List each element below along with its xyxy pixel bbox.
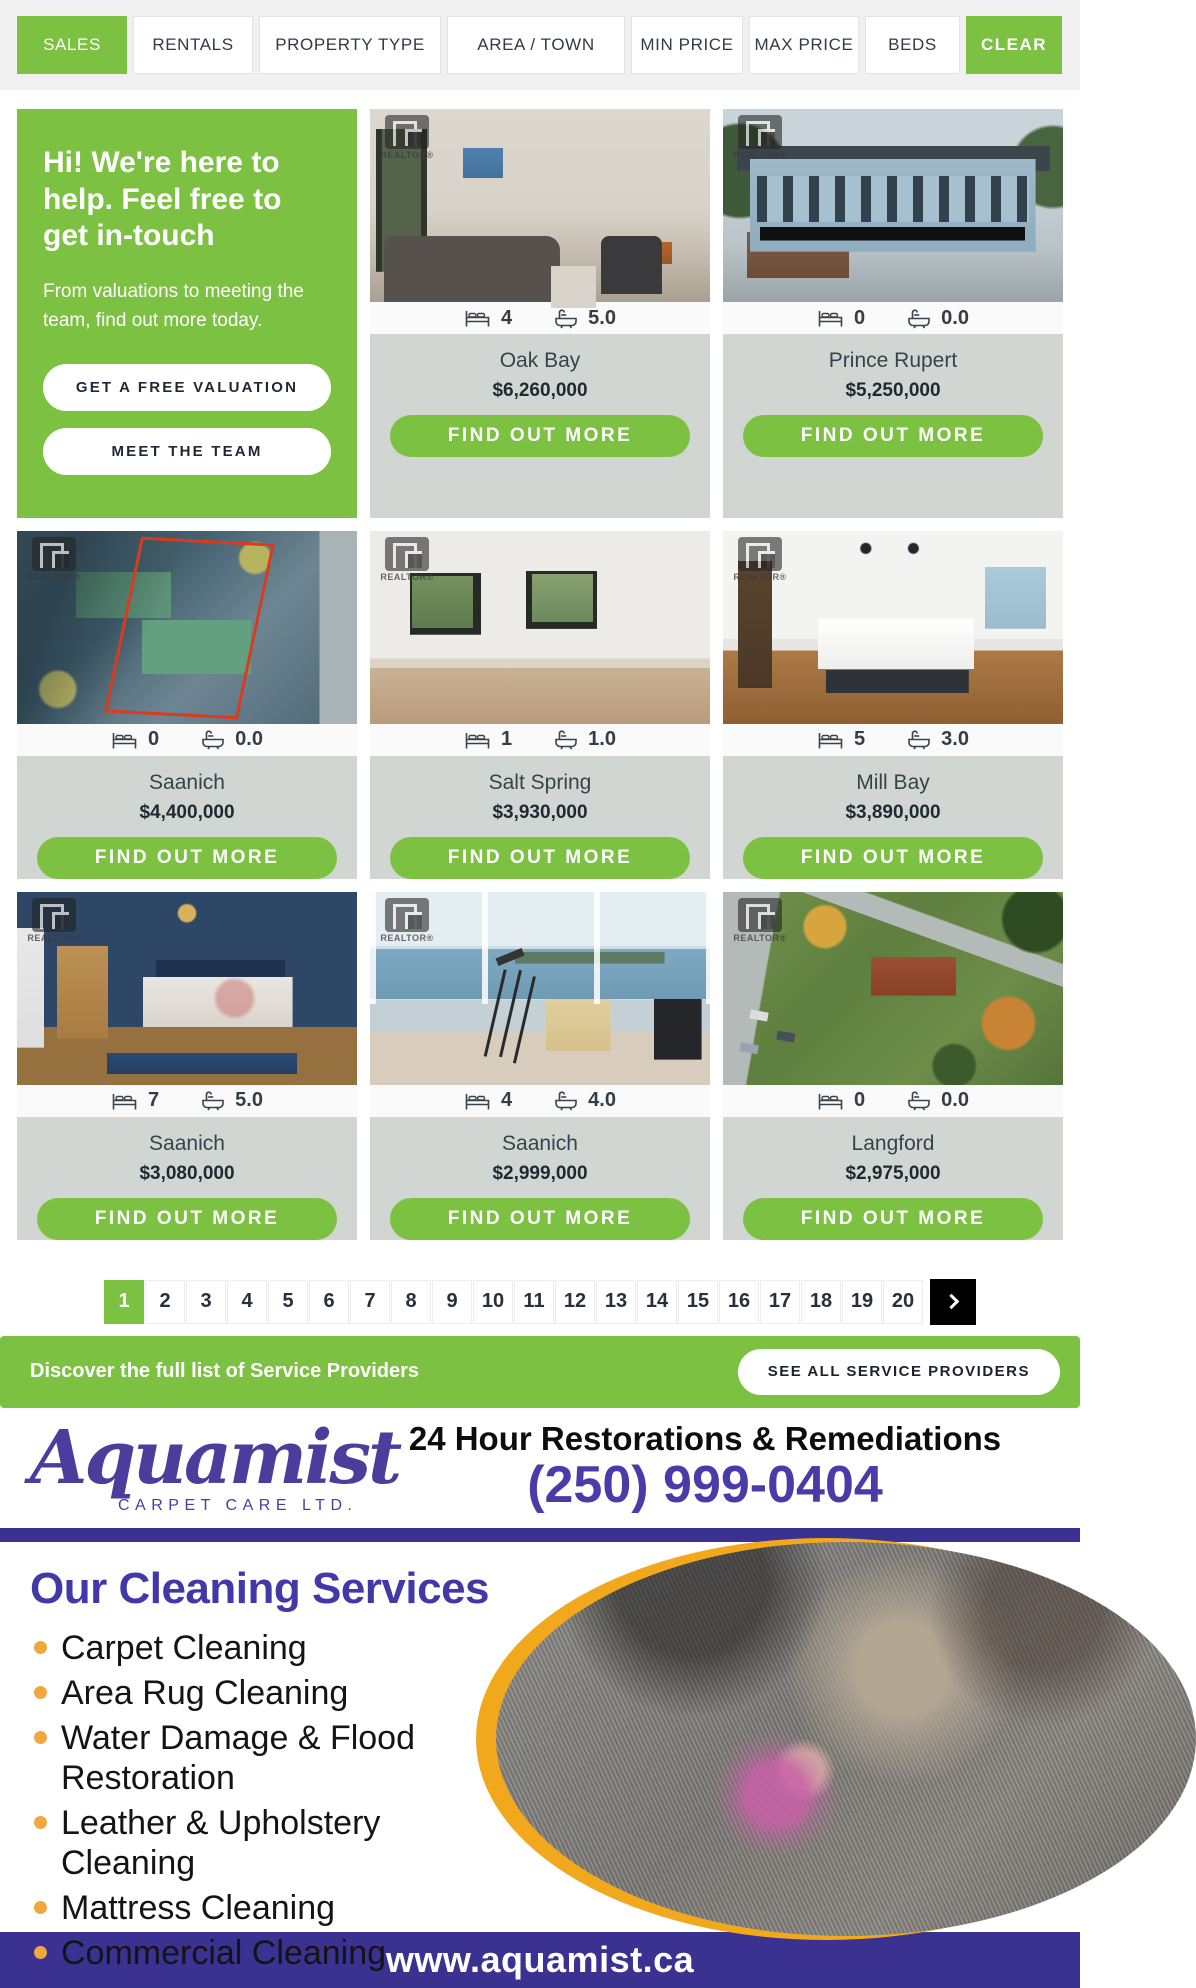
service-providers-banner [0,1336,1080,1408]
bath-icon [201,729,225,750]
bed-icon [111,730,138,750]
find-out-more-button[interactable]: FIND OUT MORE [390,837,689,879]
bed-icon [817,730,844,750]
property-location: Langford [851,1131,935,1155]
brand-subtitle: CARPET CARE LTD. [118,1496,358,1514]
page-button-16[interactable]: 16 [719,1280,759,1324]
property-card [723,892,1063,1240]
property-price: $3,080,000 [139,1162,235,1184]
banner-text: Discover the full list of Service Providers [30,1360,420,1383]
property-location: Prince Rupert [828,349,958,372]
aquamist-ad-header [0,1408,1080,1528]
filter-area-town-dropdown[interactable]: AREA / TOWN [447,16,625,74]
property-price: $4,400,000 [139,801,235,823]
beds-count: 0 [148,728,160,751]
property-photo[interactable] [370,892,710,1085]
page-button-15[interactable]: 15 [678,1280,718,1324]
realtor-logo-icon [738,898,782,932]
service-label: Water Damage & Flood Restoration [61,1718,415,1797]
find-out-more-button[interactable]: FIND OUT MORE [390,1198,689,1240]
page-button-1[interactable]: 1 [104,1280,144,1324]
find-out-more-button[interactable]: FIND OUT MORE [743,837,1042,879]
bed-icon [464,730,491,750]
beds-count: 7 [148,1089,160,1112]
property-photo[interactable] [723,531,1063,724]
beds-stat [464,307,512,330]
realtor-logo-icon [385,898,429,932]
service-item [30,1933,1080,1973]
beds-stat [817,307,865,330]
page-button-7[interactable]: 7 [350,1280,390,1324]
property-stats [17,1085,357,1117]
property-location: Saanich [149,770,225,794]
page-button-5[interactable]: 5 [268,1280,308,1324]
property-info [723,334,1063,518]
bath-icon [201,1090,225,1111]
baths-stat [907,1089,969,1112]
promo-heading: Hi! We're here to help. Feel free to get in-touch [43,146,282,253]
services-list [30,1628,1080,1974]
property-photo[interactable] [370,531,710,724]
baths-count: 0.0 [941,1089,969,1112]
baths-count: 0.0 [941,306,969,329]
realtor-watermark [378,115,436,160]
property-photo[interactable] [723,892,1063,1085]
property-info [17,756,357,879]
realtor-logo-icon [738,537,782,571]
bullet-icon [34,1731,47,1744]
realtor-watermark [731,898,789,943]
bullet-icon [34,1641,47,1654]
page-button-13[interactable]: 13 [596,1280,636,1324]
promo-card [17,109,357,518]
property-card [17,892,357,1240]
chevron-right-icon [943,1294,959,1310]
realtor-watermark-label: REALTOR® [733,150,787,160]
bullet-icon [34,1816,47,1829]
page-button-17[interactable]: 17 [760,1280,800,1324]
pagination-section [17,1279,1063,1325]
find-out-more-button[interactable]: FIND OUT MORE [37,1198,336,1240]
property-card [17,531,357,879]
realtor-watermark [25,537,83,582]
service-item [30,1673,1080,1713]
property-stats [370,724,710,756]
service-item [30,1803,1080,1883]
filter-beds-dropdown[interactable]: BEDS [865,16,960,74]
bed-icon [111,1091,138,1111]
property-price: $2,999,000 [492,1162,588,1184]
realtor-watermark [378,537,436,582]
beds-stat [111,728,159,751]
service-item [30,1888,1080,1928]
ad-phone-number[interactable]: (250) 999-0404 [527,1456,883,1515]
property-card [723,109,1063,518]
promo-body: From valuations to meeting the team, find out more today. [43,280,304,332]
property-location: Saanich [502,1131,578,1155]
property-location: Mill Bay [856,770,930,794]
baths-stat [907,728,969,751]
service-label: Commercial Cleaning [61,1934,387,1973]
property-price: $6,260,000 [492,380,588,401]
next-page-button[interactable] [930,1279,976,1325]
property-info [723,1117,1063,1240]
bullet-icon [34,1901,47,1914]
page-button-19[interactable]: 19 [842,1280,882,1324]
realtor-logo-icon [32,537,76,571]
ad-contact-block [360,1421,1050,1514]
property-info [370,756,710,879]
filter-bar [0,0,1080,90]
realtor-watermark [731,115,789,160]
service-label: Area Rug Cleaning [61,1673,349,1712]
property-info [370,334,710,518]
beds-count: 0 [854,1089,866,1112]
bed-icon [464,308,491,328]
property-price: $5,250,000 [845,380,941,401]
filter-rentals-button[interactable]: RENTALS [133,16,253,74]
find-out-more-button[interactable]: FIND OUT MORE [390,415,689,457]
property-photo[interactable] [17,892,357,1085]
realtor-watermark-label: REALTOR® [733,571,787,582]
realtor-watermark-label: REALTOR® [380,571,434,582]
page-button-10[interactable]: 10 [473,1280,513,1324]
filter-property-type-dropdown[interactable]: PROPERTY TYPE [259,16,441,74]
bath-icon [907,1090,931,1111]
property-stats [723,302,1063,334]
beds-count: 5 [854,728,866,751]
bed-icon [817,308,844,328]
filter-max-price-dropdown[interactable]: MAX PRICE [749,16,859,74]
beds-stat [817,1089,865,1112]
baths-count: 3.0 [941,728,969,751]
property-card [370,109,710,518]
free-valuation-button[interactable]: GET A FREE VALUATION [43,364,331,411]
beds-count: 4 [501,1089,513,1112]
beds-count: 1 [501,728,513,751]
baths-stat [554,728,616,751]
bed-icon [464,1091,491,1111]
service-label: Carpet Cleaning [61,1628,307,1667]
baths-stat [554,307,616,330]
property-price: $2,975,000 [845,1162,941,1184]
baths-count: 5.0 [235,1089,263,1112]
beds-stat [817,728,865,751]
pagination [104,1279,976,1325]
bed-icon [817,1091,844,1111]
property-stats [723,724,1063,756]
bullet-icon [34,1686,47,1699]
property-card [723,531,1063,879]
baths-count: 1.0 [588,728,616,751]
page-button-3[interactable]: 3 [186,1280,226,1324]
property-stats [17,724,357,756]
cleaning-services-title: Our Cleaning Services [30,1563,490,1613]
find-out-more-button[interactable]: FIND OUT MORE [743,415,1042,457]
realtor-watermark-label: REALTOR® [380,932,434,943]
property-stats [723,1085,1063,1117]
property-price: $3,930,000 [492,801,588,823]
page-button-2[interactable]: 2 [145,1280,185,1324]
bath-icon [554,729,578,750]
realtor-logo-icon [385,537,429,571]
see-all-service-providers-button[interactable]: SEE ALL SERVICE PROVIDERS [738,1349,1060,1395]
beds-stat [464,728,512,751]
realtor-logo-icon [32,898,76,932]
property-info [17,1117,357,1240]
property-stats [370,302,710,334]
realtor-logo-icon [385,115,429,149]
meet-the-team-button[interactable]: MEET THE TEAM [43,428,331,475]
website-url[interactable]: www.aquamist.ca [385,1938,695,1980]
page-button-11[interactable]: 11 [514,1280,554,1324]
filter-clear-button[interactable]: CLEAR [966,16,1062,74]
property-grid [17,109,1063,1240]
page-button-8[interactable]: 8 [391,1280,431,1324]
property-card [370,892,710,1240]
service-label: Mattress Cleaning [61,1889,336,1928]
filter-min-price-dropdown[interactable]: MIN PRICE [631,16,743,74]
property-photo[interactable] [370,109,710,302]
beds-count: 4 [501,306,513,329]
baths-stat [201,1089,263,1112]
page-button-12[interactable]: 12 [555,1280,595,1324]
cleaning-content [0,1542,1080,1974]
baths-count: 0.0 [235,728,263,751]
realtor-watermark-label: REALTOR® [27,571,81,582]
page-button-20[interactable]: 20 [883,1280,923,1324]
bath-icon [907,729,931,750]
beds-count: 0 [854,306,866,329]
find-out-more-button[interactable]: FIND OUT MORE [37,837,336,879]
realtor-watermark-label: REALTOR® [380,150,434,160]
baths-stat [554,1089,616,1112]
property-info [723,756,1063,879]
realtor-watermark [731,537,789,582]
realtor-watermark [378,898,436,943]
page-button-18[interactable]: 18 [801,1280,841,1324]
brand-name: Aquamist [30,1414,400,1501]
property-location: Salt Spring [488,770,592,794]
baths-stat [201,728,263,751]
property-card [370,531,710,879]
bath-icon [907,308,931,329]
property-location: Oak Bay [499,349,581,372]
property-location: Saanich [149,1131,225,1155]
bath-icon [554,1090,578,1111]
property-price: $3,890,000 [845,801,941,823]
property-photo[interactable] [723,109,1063,302]
realtor-watermark [25,898,83,943]
bath-icon [554,308,578,329]
page-button-9[interactable]: 9 [432,1280,472,1324]
realtor-watermark-label: REALTOR® [733,932,787,943]
page-button-4[interactable]: 4 [227,1280,267,1324]
bullet-icon [34,1946,47,1959]
realtor-logo-icon [738,115,782,149]
page-button-6[interactable]: 6 [309,1280,349,1324]
baths-count: 4.0 [588,1089,616,1112]
aquamist-logo[interactable] [30,1414,400,1515]
service-item [30,1718,1080,1798]
page-button-14[interactable]: 14 [637,1280,677,1324]
property-photo[interactable] [17,531,357,724]
purple-divider [0,1528,1080,1542]
filter-sales-button[interactable]: SALES [17,16,127,74]
service-label: Leather & Upholstery Cleaning [61,1804,381,1883]
beds-stat [464,1089,512,1112]
beds-stat [111,1089,159,1112]
realtor-watermark-label: REALTOR® [27,932,81,943]
baths-count: 5.0 [588,306,616,329]
service-item [30,1628,1080,1668]
property-stats [370,1085,710,1117]
find-out-more-button[interactable]: FIND OUT MORE [743,1198,1042,1240]
baths-stat [907,307,969,330]
ad-headline: 24 Hour Restorations & Remediations [408,1419,1002,1457]
property-info [370,1117,710,1240]
